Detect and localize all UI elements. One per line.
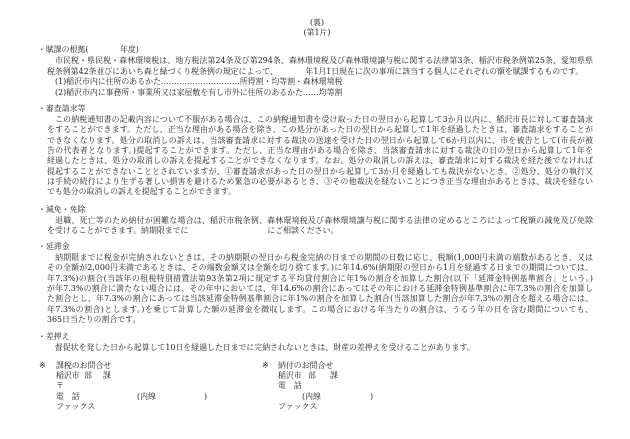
note-mark: ※ — [39, 361, 46, 370]
tax-contact-phone-label: 電 話 — [56, 392, 80, 401]
review-line: 提起することができないこととされていますが、①審査請求があった日の翌日から起算して3か月を経過しても裁決がないとき、②処分、処分の執行又 — [47, 166, 593, 176]
review-line: できなくなります。処分の取消しの訴えは、当該審査請求に対する裁決の送達を受けた日の翌日から起算して6か月以内に、市を被告として(市長が被 — [47, 135, 593, 145]
late-fee-line: 365日当たりの割合です。 — [47, 314, 141, 324]
review-line: でも処分の取消しの訴えを提起することができます。 — [47, 187, 236, 197]
seizure-heading: ・差押え — [38, 332, 70, 341]
late-fee-line: 納期限までに税金が完納されないときは、その納期限の翌日から税金完納の日までの期間の日数に応じ、税額(1,000円未満の端数があるとき、又は — [47, 253, 593, 262]
late-fee-line: が年7.3%の割合に満たない場合には、その年中においては、年14.6%の割合にあってはその年における延滞金特例基準割合に年7.3%の割合を加算し — [47, 283, 593, 293]
late-fee-line: 年7.3%)の割合(当該年の租税特別措置法第93条第2項に規定する平均貸付割合に年1%の割合を加算した割合(以下「延滞金特例基準割合」という。) — [47, 273, 593, 283]
seizure-line: 督促状を発した日から起算して10日を経過した日までに完納されないときは、財産の差押えを受けることがあります。 — [47, 343, 475, 352]
payment-contact-extension-close: ) — [370, 392, 374, 401]
payment-contact-section: 課 — [330, 371, 338, 380]
basis-line: 税条例第42条並びにあいち森と緑づくり税条例の規定によって、 年1月1日現在に次の事項に該当する個人にそれぞれの額を賦課するものです。 — [47, 67, 584, 76]
side-label: (裏) — [309, 18, 325, 27]
payment-contact-dept: 部 — [308, 371, 316, 380]
basis-item: (1)稲沢市内に住所のあるかた…………………………所得割・均等割・森林環境税 — [55, 77, 343, 86]
page-label: (第1片) — [303, 28, 331, 37]
payment-contact-city: 稲沢市 — [278, 371, 302, 380]
note-mark: ※ — [262, 361, 269, 370]
payment-contact-fax-label: ファックス — [278, 402, 318, 411]
basis-heading: ・賦課の根拠( 年度) — [38, 45, 139, 54]
tax-contact-city: 稲沢市 — [56, 371, 80, 380]
tax-contact-dept: 部 — [84, 371, 92, 380]
payment-contact-phone-label: 電 話 — [278, 381, 302, 390]
tax-contact-postal: 〒 — [56, 381, 64, 390]
review-line: 経過したときは、処分の取消しの訴えを提起することができなくなります。なお、処分の取消しの訴えは、審査請求に対する裁決を経た後でなければ — [47, 156, 593, 166]
review-line: をすることができます。ただし、正当な理由がある場合を除き、この処分があった日の翌日から起算して1年を経過したときは、審査請求をすることが — [47, 125, 593, 135]
late-fee-line: た割合とし、年7.3%の割合にあっては当該延滞金特例基準割合に年1%の割合を加算した割合(当該加算した割合が年7.3%の割合を超える場合には、 — [47, 294, 593, 304]
review-heading: ・審査請求等 — [38, 104, 86, 113]
review-line: この納税通知書の記載内容について不服がある場合は、この納税通知書を受け取った日の翌日から起算して3か月以内に、稲沢市長に対して審査請求 — [47, 115, 593, 124]
tax-contact-fax-label: ファックス — [56, 402, 96, 411]
exemption-heading: ・減免・免除 — [38, 205, 86, 214]
tax-contact-title: 課税のお問合せ — [56, 361, 112, 370]
basis-line: 市民税・県民税・森林環境税は、地方税法第24条及び第294条、森林環境税及び森林環境譲与税に関する法律第3条、稲沢市税条例第25条、愛知県県 — [55, 56, 593, 65]
payment-contact-title: 納付のお問合せ — [278, 361, 334, 370]
basis-item: (2)稲沢市内に事務所・事業所又は家屋敷を有し市外に住所のあるかた……均等割 — [55, 88, 343, 97]
payment-contact-extension: (内線 — [302, 392, 321, 401]
exemption-line: 退職、死亡等のため納付が困難な場合は、稲沢市税条例、森林環境税及び森林環境譲与税に関する法律の定めるところによって税額の減免及び免除 — [47, 216, 593, 225]
review-line: は手続の続行により生ずる著しい損害を避けるため緊急の必要があるとき、③その他裁決を経ないことにつき正当な理由があるときは、裁決を経ない — [47, 176, 593, 186]
tax-contact-extension-close: ) — [204, 392, 208, 401]
review-line: 告の代表者となります。)提起することができます。ただし、正当な理由がある場合を除き、当該審査請求に対する裁決の日の翌日から起算して1年を — [47, 145, 593, 155]
late-fee-line: 年7.3%の割合)とします。)を乗じて計算した額の延滞金を徴収します。この場合における年当たりの割合は、うるう年の日を含む期間についても、 — [47, 304, 593, 314]
tax-contact-section: 課 — [103, 371, 111, 380]
late-fee-heading: ・延滞金 — [38, 242, 70, 251]
tax-contact-extension: (内線 — [137, 392, 156, 401]
late-fee-line: その全額が2,000円未満であるときは、その端数金額又は全額を切り捨てます。)に年14.6%(納期限の翌日から1月を経過する日までの期間については、 — [47, 263, 593, 273]
exemption-line: を受けることができます。納期限までに にご相談ください。 — [47, 226, 339, 236]
